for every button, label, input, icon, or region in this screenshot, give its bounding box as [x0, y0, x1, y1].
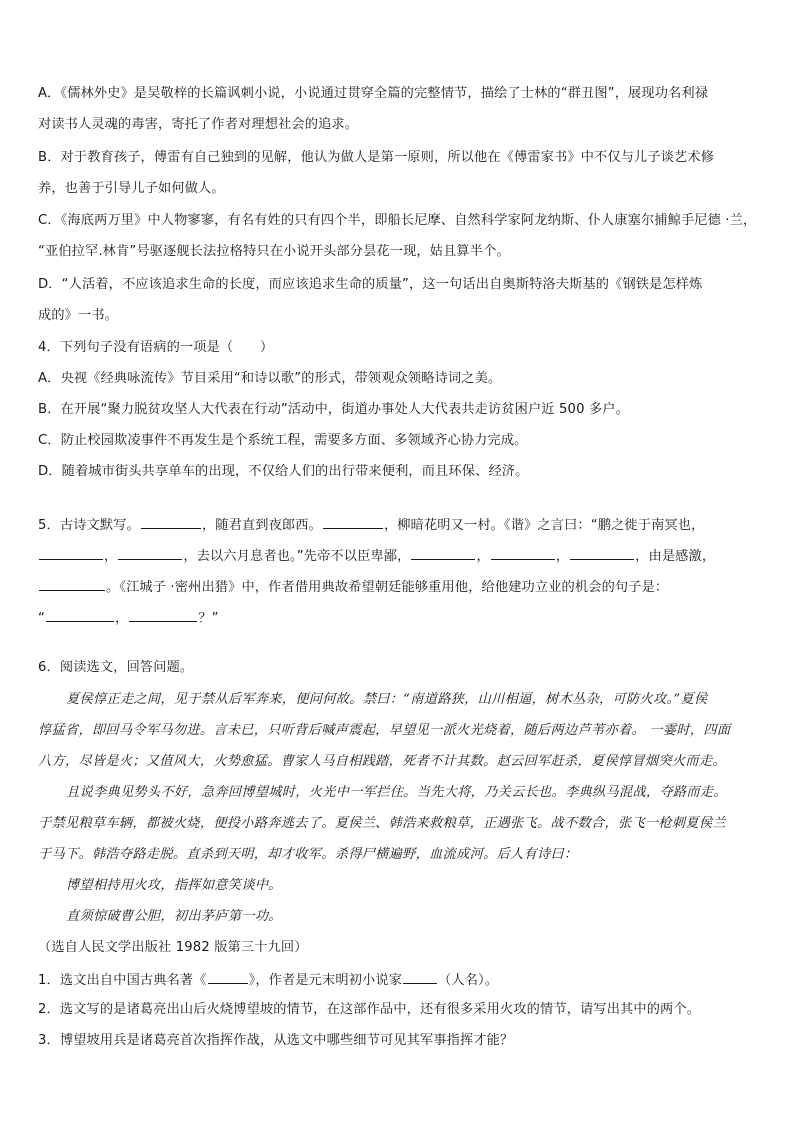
q3-option-b-line1: B．对于教育孩子，傅雷有自己独到的见解，他认为做人是第一原则，所以他在《傅雷家书》中不仅与儿子谈艺术修 [38, 150, 715, 165]
q5-text: ，柳暗花明又一村。《谐》之言曰：“鹏之徙于南冥也， [383, 518, 705, 533]
q6-passage-line: 于禁见粮草车辆，都被火烧，便投小路奔逃去了。夏侯兰、韩浩来救粮草，正遇张飞。战不数合，张飞一枪刺夏侯兰 [38, 816, 726, 831]
q4-stem: 4．下列句子没有语病的一项是（ ） [38, 340, 274, 355]
q4-option-d: D．随着城市街头共享单车的出现，不仅给人们的出行带来便利，而且环保、经济。 [38, 464, 529, 479]
q5-text: “ [38, 611, 45, 626]
q5-text: ， [114, 611, 129, 626]
q5-text: ， [476, 549, 490, 564]
q5-text: ， [104, 549, 118, 564]
answer-blank[interactable] [141, 514, 201, 529]
q6-poem-line: 博望相持用火攻，指挥如意笑谈中。 [66, 878, 282, 893]
q6-passage-line: 惇猛省，即回马令军马勿进。言未已，只听背后喊声震起，早望见一派火光烧着，随后两边芦苇亦着。 一霎时，四面 [38, 723, 731, 738]
answer-blank[interactable] [208, 969, 248, 984]
answer-blank[interactable] [570, 545, 634, 560]
q5-line1 [38, 514, 768, 536]
q3-option-d-line1: D．“人活着，不应该追求生命的长度，而应该追求生命的质量”，这一句话出自奥斯特洛夫斯基的《钢铁是怎样炼 [38, 277, 703, 292]
q5-stem: 5．古诗文默写。 [38, 518, 140, 533]
q3-option-b-line2: 养，也善于引导儿子如何做人。 [38, 181, 225, 196]
q5-text: ？” [198, 611, 219, 626]
answer-blank[interactable] [411, 545, 475, 560]
q6-sub2: 2．选文写的是诸葛亮出山后火烧博望坡的情节，在这部作品中，还有很多采用火攻的情节，请写出其中的两个。 [38, 1002, 701, 1017]
q6-sub1-text: 1．选文出自中国古典名著《 [38, 973, 207, 988]
q5-text: 。《江城子 ·密州出猎》中，作者借用典故希望朝廷能够重用他，给他建功立业的机会的句子是： [106, 580, 669, 595]
answer-blank[interactable] [46, 607, 114, 622]
q4-option-c: C．防止校园欺凌事件不再发生是个系统工程，需要多方面、多领域齐心协力完成。 [38, 433, 528, 448]
answer-blank[interactable] [118, 545, 182, 560]
q5-text: ， [555, 549, 570, 564]
answer-blank[interactable] [323, 514, 383, 529]
q4-option-a: A．央视《经典咏流传》节目采用“和诗以歌”的形式，带领观众领略诗词之美。 [38, 371, 502, 386]
q3-option-d-line2: 成的》一书。 [38, 308, 119, 323]
q6-passage-line: 且说李典见势头不好，急奔回博望城时，火光中一军拦住。当先大将，乃关云长也。李典纵马混战，夺路而走。 [66, 785, 727, 800]
q3-option-a-line2: 对读书人灵魂的毒害，寄托了作者对理想社会的追求。 [38, 117, 359, 132]
answer-blank[interactable] [491, 545, 555, 560]
q6-passage-line: 于马下。韩浩夺路走脱。直杀到天明，却才收军。杀得尸横遍野，血流成河。后人有诗曰： [38, 847, 578, 862]
q6-sub1 [38, 969, 768, 991]
answer-blank[interactable] [129, 607, 197, 622]
q6-passage-line: 夏侯惇正走之间，见于禁从后军奔来，便问何故。禁曰：“南道路狭，山川相逼，树木丛杂，可防火攻。”夏侯 [66, 692, 708, 707]
q6-passage-line: 八方，尽皆是火；又值风大，火势愈猛。曹家人马自相践踏，死者不计其数。赵云回军赶杀，夏侯惇冒烟突火而走。 [38, 754, 726, 769]
q5-text: ，随君直到夜郎西。 [201, 518, 322, 533]
q4-option-b: B．在开展“聚力脱贫攻坚人大代表在行动”活动中，街道办事处人大代表共走访贫困户近 500 多户。 [38, 402, 629, 417]
q6-poem-line: 直须惊破曹公胆，初出茅庐第一功。 [66, 909, 282, 924]
q6-stem: 6．阅读选文，回答问题。 [38, 660, 194, 675]
q5-line3 [38, 576, 768, 598]
q5-text: ，去以六月息者也。”先帝不以臣卑鄙， [183, 549, 411, 564]
q3-option-a-line1: A．《儒林外史》是吴敬梓的长篇讽刺小说，小说通过贯穿全篇的完整情节，描绘了士林的“群丑图”，展现功名利禄 [38, 86, 709, 101]
q5-line2 [38, 545, 768, 567]
q6-sub1-text: （人名）。 [438, 973, 499, 988]
q6-sub1-text: 》，作者是元末明初小说家 [248, 973, 403, 988]
answer-blank[interactable] [403, 969, 437, 984]
q6-source: （选自人民文学出版社 1982 版第三十九回） [38, 940, 308, 955]
q3-option-c-line1: C．《海底两万里》中人物寥寥，有名有姓的只有四个半，即船长尼摩、自然科学家阿龙纳斯、仆人康塞尔捕鲸手尼德 ·兰， [38, 213, 757, 228]
q3-option-c-line2: “亚伯拉罕.林肯”号驱逐舰长法拉格特只在小说开头部分昙花一现，姑且算半个。 [38, 244, 510, 259]
q6-sub3: 3．博望坡用兵是诸葛亮首次指挥作战，从选文中哪些细节可见其军事指挥才能？ [38, 1033, 514, 1048]
answer-blank[interactable] [39, 545, 103, 560]
answer-blank[interactable] [39, 576, 105, 591]
q5-line4 [38, 607, 768, 629]
q5-text: ，由是感激， [635, 549, 716, 564]
